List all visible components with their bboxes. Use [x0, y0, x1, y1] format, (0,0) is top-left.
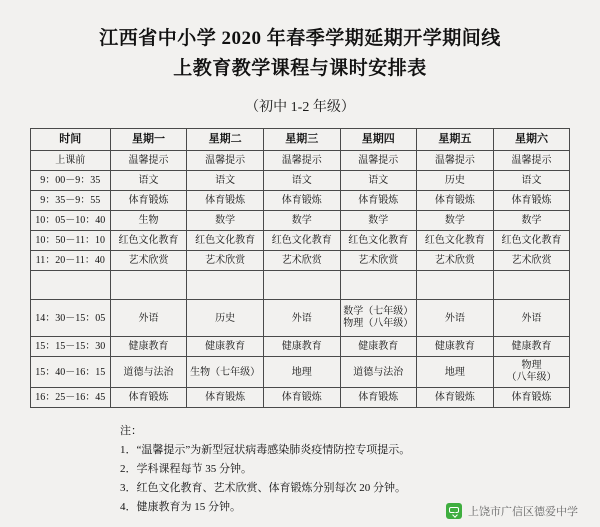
cell — [110, 271, 187, 300]
cell: 外语 — [263, 300, 340, 337]
cell — [187, 271, 264, 300]
wechat-icon — [446, 503, 462, 519]
cell: 数学 — [187, 211, 264, 231]
cell: 健康教育 — [493, 337, 570, 357]
cell: 体育锻炼 — [187, 388, 264, 408]
row-time: 14：30－15：05 — [30, 300, 110, 337]
cell: 艺术欣赏 — [340, 251, 417, 271]
cell: 历史 — [417, 171, 494, 191]
cell: 体育锻炼 — [340, 388, 417, 408]
cell: 温馨提示 — [187, 151, 264, 171]
column-header-friday: 星期五 — [417, 129, 494, 151]
schedule-table — [30, 128, 571, 408]
cell: 温馨提示 — [263, 151, 340, 171]
column-header-monday: 星期一 — [110, 129, 187, 151]
cell: 红色文化教育 — [493, 231, 570, 251]
cell: 温馨提示 — [340, 151, 417, 171]
cell: 道德与法治 — [110, 357, 187, 388]
table-row — [30, 300, 570, 337]
schedule-table-body — [30, 151, 570, 408]
cell: 外语 — [110, 300, 187, 337]
cell: 红色文化教育 — [263, 231, 340, 251]
footer-attribution — [446, 503, 578, 519]
cell-line-2: 物理（八年级） — [343, 318, 414, 329]
row-time: 11：20－11：40 — [30, 251, 110, 271]
cell: 数学 — [340, 211, 417, 231]
cell-line-1: 物理 — [521, 360, 542, 371]
cell-line-2: （八年级） — [506, 372, 557, 383]
cell: 健康教育 — [417, 337, 494, 357]
cell — [493, 271, 570, 300]
column-header-time: 时间 — [30, 129, 110, 151]
row-time: 10：50－11：10 — [30, 231, 110, 251]
cell: 健康教育 — [110, 337, 187, 357]
cell: 健康教育 — [187, 337, 264, 357]
cell: 体育锻炼 — [110, 388, 187, 408]
cell: 生物（七年级） — [187, 357, 264, 388]
cell: 语文 — [187, 171, 264, 191]
table-row — [30, 357, 570, 388]
row-time — [30, 271, 110, 300]
cell: 红色文化教育 — [110, 231, 187, 251]
column-header-saturday: 星期六 — [493, 129, 570, 151]
cell — [417, 271, 494, 300]
cell: 健康教育 — [340, 337, 417, 357]
row-time: 上课前 — [30, 151, 110, 171]
cell-multiline — [493, 357, 570, 388]
cell: 地理 — [263, 357, 340, 388]
cell: 体育锻炼 — [263, 191, 340, 211]
cell: 数学 — [263, 211, 340, 231]
cell: 语文 — [340, 171, 417, 191]
cell: 艺术欣赏 — [493, 251, 570, 271]
cell: 体育锻炼 — [493, 191, 570, 211]
cell: 温馨提示 — [417, 151, 494, 171]
cell: 艺术欣赏 — [263, 251, 340, 271]
cell: 体育锻炼 — [417, 191, 494, 211]
table-row — [30, 251, 570, 271]
note-item-3: 3．红色文化教育、艺术欣赏、体育锻炼分别每次 20 分钟。 — [120, 482, 406, 494]
column-header-thursday: 星期四 — [340, 129, 417, 151]
cell: 道德与法治 — [340, 357, 417, 388]
table-header-row — [30, 129, 570, 151]
cell: 红色文化教育 — [417, 231, 494, 251]
cell: 体育锻炼 — [493, 388, 570, 408]
cell: 语文 — [110, 171, 187, 191]
table-row — [30, 151, 570, 171]
row-time: 9：00－9：35 — [30, 171, 110, 191]
cell-line-1: 数学（七年级） — [343, 306, 414, 317]
account-name: 上饶市广信区德爱中学 — [468, 506, 578, 518]
cell: 外语 — [417, 300, 494, 337]
row-time: 15：15－15：30 — [30, 337, 110, 357]
column-header-tuesday: 星期二 — [187, 129, 264, 151]
column-header-wednesday: 星期三 — [263, 129, 340, 151]
cell: 生物 — [110, 211, 187, 231]
cell: 艺术欣赏 — [187, 251, 264, 271]
row-time: 16：25－16：45 — [30, 388, 110, 408]
cell: 地理 — [417, 357, 494, 388]
document-title — [24, 24, 576, 84]
cell: 艺术欣赏 — [417, 251, 494, 271]
table-row — [30, 388, 570, 408]
cell — [263, 271, 340, 300]
cell: 艺术欣赏 — [110, 251, 187, 271]
table-row — [30, 171, 570, 191]
title-line-2: 上教育教学课程与课时安排表 — [173, 58, 427, 79]
cell: 历史 — [187, 300, 264, 337]
cell: 体育锻炼 — [417, 388, 494, 408]
cell: 温馨提示 — [493, 151, 570, 171]
table-row — [30, 231, 570, 251]
cell: 外语 — [493, 300, 570, 337]
notes-heading: 注： — [120, 425, 142, 437]
cell: 数学 — [417, 211, 494, 231]
table-row — [30, 191, 570, 211]
cell: 体育锻炼 — [110, 191, 187, 211]
cell: 体育锻炼 — [263, 388, 340, 408]
row-time: 10：05－10：40 — [30, 211, 110, 231]
table-row — [30, 337, 570, 357]
cell — [340, 271, 417, 300]
table-row-spacer — [30, 271, 570, 300]
cell: 语文 — [263, 171, 340, 191]
row-time: 9：35－9：55 — [30, 191, 110, 211]
note-item-2: 2．学科课程每节 35 分钟。 — [120, 463, 252, 475]
document-subtitle: （初中 1-2 年级） — [245, 100, 355, 115]
cell: 红色文化教育 — [340, 231, 417, 251]
cell: 语文 — [493, 171, 570, 191]
cell: 温馨提示 — [110, 151, 187, 171]
cell: 健康教育 — [263, 337, 340, 357]
table-row — [30, 211, 570, 231]
note-item-4: 4．健康教育为 15 分钟。 — [120, 501, 241, 513]
cell-multiline — [340, 300, 417, 337]
cell: 体育锻炼 — [187, 191, 264, 211]
row-time: 15：40－16：15 — [30, 357, 110, 388]
cell: 体育锻炼 — [340, 191, 417, 211]
title-line-1: 江西省中小学 2020 年春季学期延期开学期间线 — [99, 28, 501, 49]
cell: 红色文化教育 — [187, 231, 264, 251]
note-item-1: 1．“温馨提示”为新型冠状病毒感染肺炎疫情防控专项提示。 — [120, 444, 411, 456]
cell: 数学 — [493, 211, 570, 231]
